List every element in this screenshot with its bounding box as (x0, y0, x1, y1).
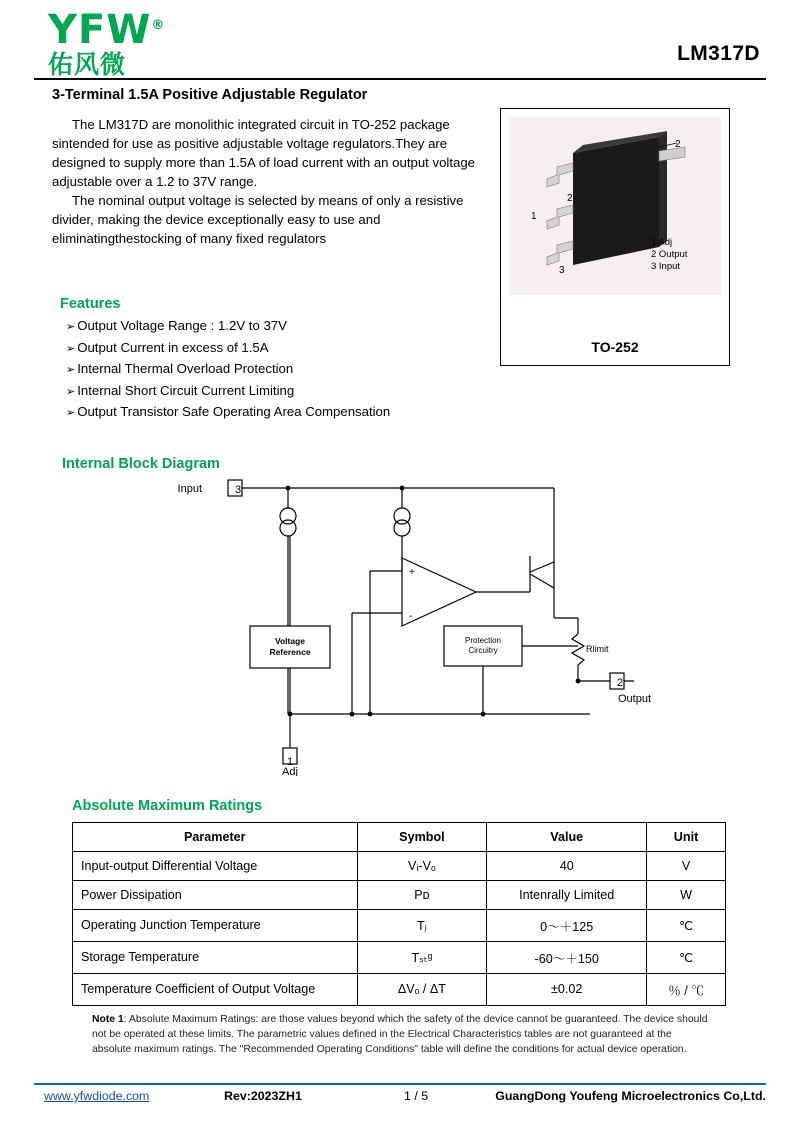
feature-item: ➢ Output Voltage Range : 1.2V to 37V (66, 316, 770, 338)
logo-chinese-name: 佑风微 (48, 50, 127, 79)
adj-pin: 1 (287, 755, 294, 768)
company-name: GuangDong Youfeng Microelectronics Co,Ltd. (495, 1089, 766, 1103)
cell-value: 0～＋125 (487, 909, 647, 941)
package-pin-2: 2 (567, 193, 573, 204)
feature-item: ➢ Internal Thermal Overload Protection (66, 359, 770, 381)
block-diagram (30, 476, 770, 776)
rlimit-label: Rlimit (586, 643, 609, 654)
cell-symbol: Pᴅ (357, 880, 487, 909)
part-number: LM317D (677, 42, 760, 65)
cell-unit: W (647, 880, 726, 909)
cell-symbol: ΔVₒ / ΔT (357, 973, 487, 1005)
revision-label: Rev:2023ZH1 (224, 1089, 302, 1103)
package-pin-1: 1 (531, 211, 537, 222)
table-note (92, 1012, 712, 1057)
package-outline-box (500, 108, 730, 366)
registered-trademark-icon: ® (151, 18, 166, 33)
table-row (73, 909, 726, 941)
package-pin-3: 3 (559, 265, 565, 276)
protection-line2: Circuitry (468, 645, 498, 655)
feature-item: ➢ Output Current in excess of 1.5A (66, 338, 770, 360)
opamp-minus: - (409, 610, 413, 622)
block-diagram-heading: Internal Block Diagram (62, 455, 220, 472)
amr-heading: Absolute Maximum Ratings (72, 797, 263, 814)
table-row (73, 973, 726, 1005)
input-label: Input (177, 482, 202, 495)
output-label: Output (618, 692, 652, 705)
cell-parameter: Temperature Coefficient of Output Voltage (73, 973, 358, 1005)
page-number: 1 / 5 (404, 1089, 429, 1103)
header-divider (34, 78, 766, 80)
cell-parameter: Storage Temperature (73, 941, 358, 973)
adj-label: Adj (282, 765, 298, 776)
protection-line1: Protection (464, 635, 502, 645)
cell-symbol: Tⱼ (357, 909, 487, 941)
vref-line1: Voltage (274, 635, 306, 646)
column-header-parameter: Parameter (73, 822, 358, 851)
cell-symbol: Tₛₜᵍ (357, 941, 487, 973)
cell-parameter: Power Dissipation (73, 880, 358, 909)
cell-parameter: Input-output Differential Voltage (73, 851, 358, 880)
cell-unit: ％ / ℃ (647, 973, 726, 1005)
legend-line-2: 2 Output (651, 249, 688, 260)
table-row (73, 880, 726, 909)
logo-wordmark (48, 7, 166, 53)
page-header (30, 0, 770, 78)
cell-unit: ℃ (647, 941, 726, 973)
legend-line-1: 1 Adj (651, 237, 673, 248)
cell-symbol: Vᵢ-Vₒ (357, 851, 487, 880)
table-row (73, 851, 726, 880)
legend-line-3: 3 Input (651, 261, 681, 272)
intro-text (52, 115, 482, 248)
cell-parameter: Operating Junction Temperature (73, 909, 358, 941)
cell-unit: ℃ (647, 909, 726, 941)
package-image-area (509, 117, 721, 295)
cell-value: Intenrally Limited (487, 880, 647, 909)
logo-text: YFW (48, 7, 152, 53)
intro-paragraph-1: The LM317D are monolithic integrated circuit in TO-252 package sintended for use as positive adjustable voltage regulators.They are designed to supply more than 1.5A of load current with an output voltage adjustable over a 1.2 to 37V range. (52, 117, 476, 189)
cell-value: -60～＋150 (487, 941, 647, 973)
note-text: : Absolute Maximum Ratings: are those values beyond which the safety of the device cannot be guaranteed. The device should not be operated at these limits. The parametric values defined in the Electrical Characteristics tables are not guaranteed at the absolute maximum ratings. The "Recommended Operating Conditions" table will define the conditions for actual device operation. (92, 1013, 708, 1055)
feature-item: ➢ Internal Short Circuit Current Limiting (66, 381, 770, 403)
absolute-maximum-ratings-table (72, 822, 726, 1006)
page-footer (34, 1089, 766, 1109)
features-heading: Features (60, 296, 121, 312)
cell-value: 40 (487, 851, 647, 880)
package-pin-legend (651, 237, 687, 273)
package-pin-2-top: 2 (675, 139, 681, 150)
intro-paragraph-2: The nominal output voltage is selected by means of only a resistive divider, making the device exceptionally easy to use and eliminatingthestocking of many fixed regulators (52, 193, 464, 246)
opamp-plus: + (409, 566, 415, 578)
cell-unit: V (647, 851, 726, 880)
vref-line2: Reference (269, 646, 311, 657)
column-header-unit: Unit (647, 822, 726, 851)
to252-package-drawing (509, 117, 723, 295)
feature-item: ➢ Output Transistor Safe Operating Area Compensation (66, 402, 770, 424)
cell-value: ±0.02 (487, 973, 647, 1005)
table-header-row (73, 822, 726, 851)
block-diagram-svg (30, 476, 770, 776)
footer-divider (34, 1083, 766, 1085)
column-header-symbol: Symbol (357, 822, 487, 851)
note-label: Note 1 (92, 1013, 124, 1025)
output-pin: 2 (617, 676, 624, 689)
company-logo (48, 7, 166, 79)
website-link[interactable]: www.yfwdiode.com (44, 1089, 150, 1103)
column-header-value: Value (487, 822, 647, 851)
page-title: 3-Terminal 1.5A Positive Adjustable Regulator (52, 87, 368, 103)
input-pin: 3 (235, 483, 242, 496)
package-label: TO-252 (591, 339, 639, 355)
table-row (73, 941, 726, 973)
